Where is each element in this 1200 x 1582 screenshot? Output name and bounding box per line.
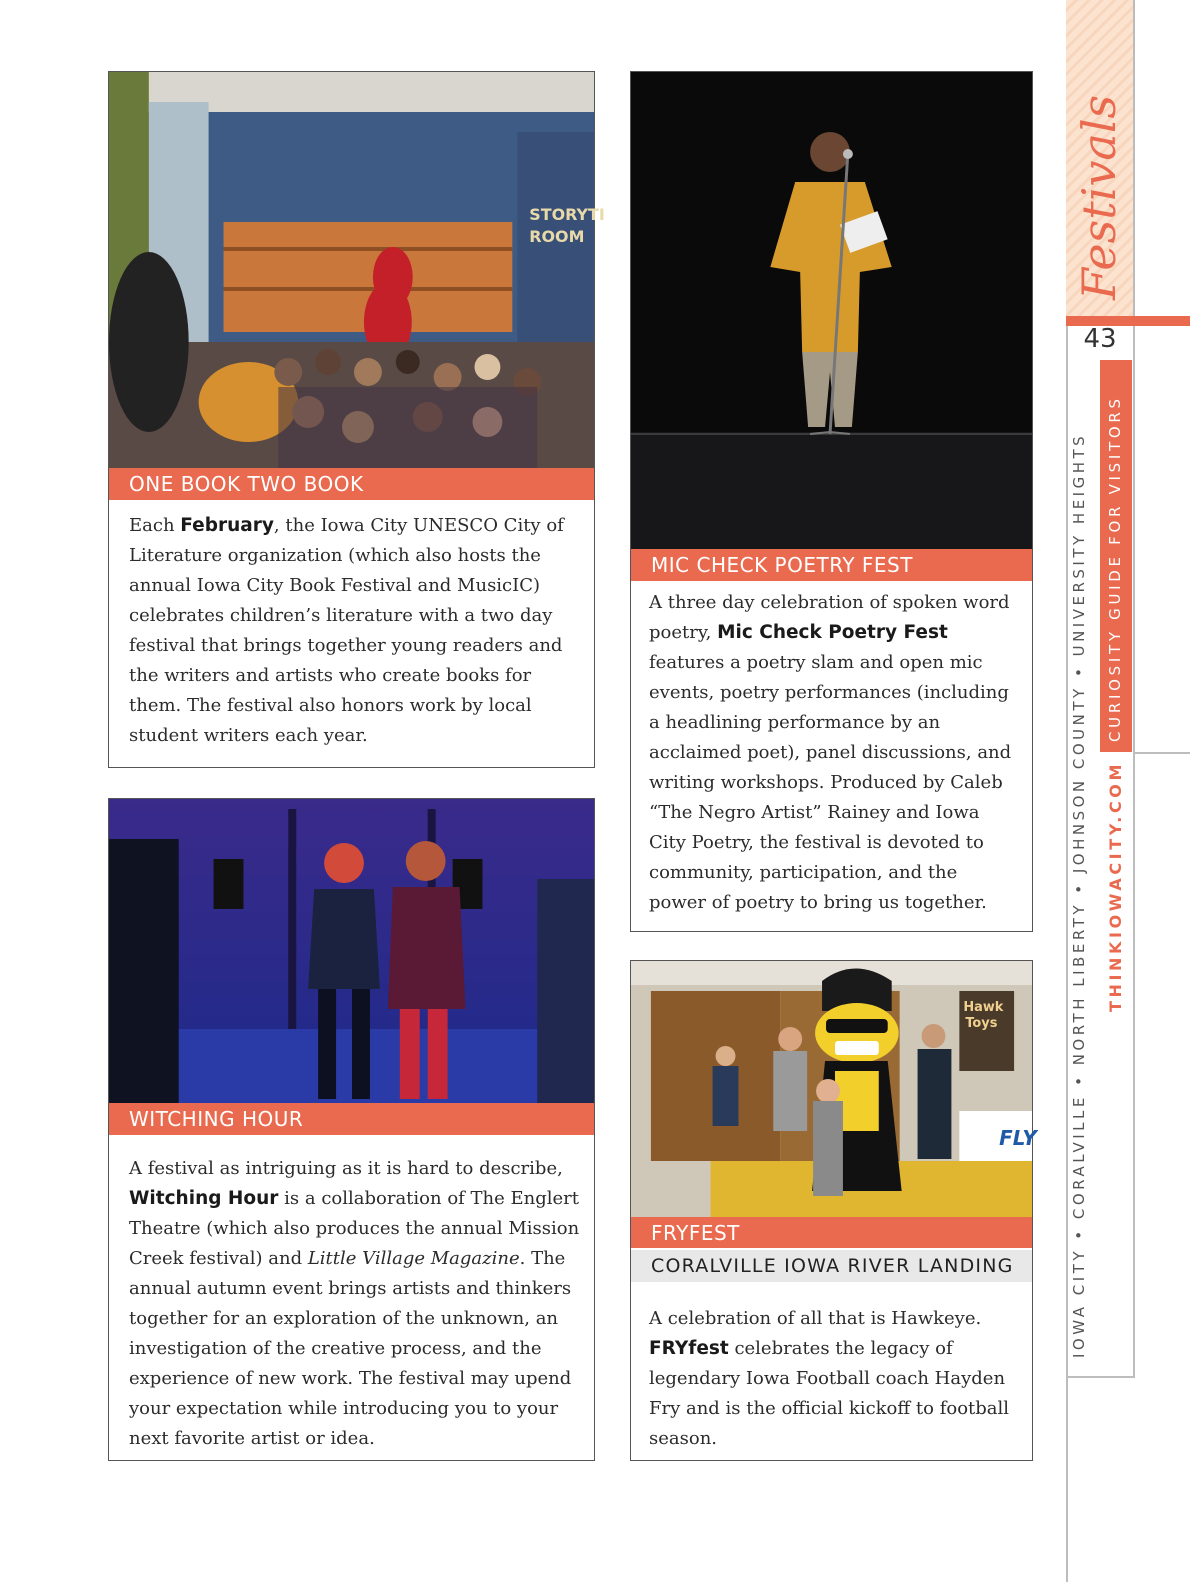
fryfest-mascot-photo [631, 961, 1037, 1217]
article-body: A celebration of all that is Hawkeye. FRYfest celebrates the legacy of legendary Iowa Football coach Hayden Fry and is the official kickoff to football season. [649, 1308, 1010, 1449]
article-title: WITCHING HOUR [109, 1103, 594, 1135]
svg-text:Toys: Toys [965, 1015, 998, 1032]
witching-hour-photo [109, 799, 594, 1105]
storytime-photo [109, 72, 605, 468]
guide-label: CURIOSITY GUIDE FOR VISITORS [1106, 395, 1124, 742]
article-witching-hour [108, 798, 595, 1461]
cities-list: IOWA CITY • CORALVILLE • NORTH LIBERTY • JOHNSON COUNTY • UNIVERSITY HEIGHTS [1070, 432, 1088, 1358]
article-subtitle: CORALVILLE IOWA RIVER LANDING [631, 1248, 1032, 1282]
storytime-room-sign: STORYTI [529, 204, 605, 225]
section-tab-border [1133, 0, 1135, 318]
sidebar-rule-right [1135, 752, 1190, 754]
article-fryfest [630, 960, 1037, 1461]
article-body: A festival as intriguing as it is hard to describe, Witching Hour is a collaboration of The Englert Theatre (which also produces the annual Mission Creek festival) and Little Village Magazine. The annual autumn event brings artists and thinkers together for an exploration of the unknown, an investigation of the creative process, and the experience of new work. The festival may upend your expectation while introducing you to your next favorite artist or idea. [129, 1158, 580, 1449]
article-title: FRYFEST [631, 1217, 1032, 1249]
article-title: MIC CHECK POETRY FEST [631, 549, 1032, 581]
article-one-book-two-book [108, 71, 605, 768]
svg-text:ROOM: ROOM [529, 226, 585, 247]
article-title: ONE BOOK TWO BOOK [109, 468, 594, 500]
hawk-toys-sign: Hawk [963, 999, 1004, 1016]
page-number: 43 [1083, 324, 1117, 354]
article-body: A three day celebration of spoken word poetry, Mic Check Poetry Fest features a poetry slam and open mic events, poetry performances (including a headlining performance by an acclaimed poet), panel discussions, and writing workshops. Produced by Caleb “The Negro Artist” Rainey and Iowa City Poetry, the festival is devoted to community, participation, and the power of poetry to bring us together. [649, 592, 1012, 913]
sidebar-rule-bottom [1068, 1376, 1135, 1378]
sidebar-rule-left [1066, 318, 1068, 1582]
website-link[interactable]: THINKIOWACITY.COM [1106, 760, 1125, 1012]
article-mic-check-poetry-fest [630, 71, 1033, 932]
article-body: Each February, the Iowa City UNESCO City of Literature organization (which also hosts the annual Iowa City Book Festival and MusicIC) celebrates children’s literature with a two day festival that brings together young readers and the writers and artists who create books for them. The festival also honors work by local student writers each year. [129, 515, 564, 746]
section-title: Festivals [1072, 94, 1126, 300]
fly-sign: FLY [999, 1125, 1037, 1151]
poet-on-stage-photo [631, 72, 1032, 549]
sidebar-rule-mid [1133, 318, 1135, 1378]
